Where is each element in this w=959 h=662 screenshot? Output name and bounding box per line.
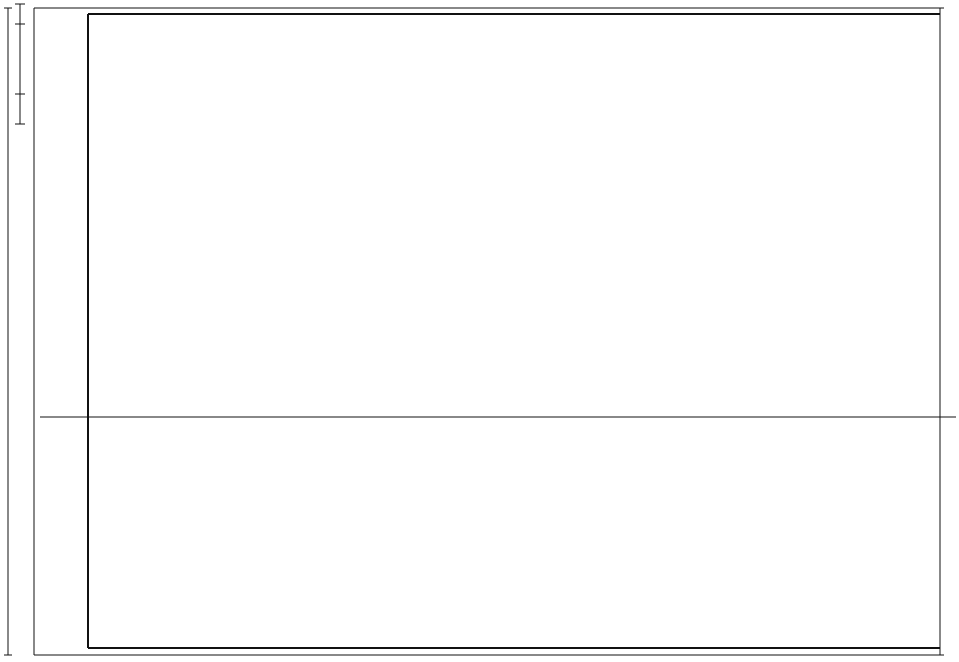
table-header xyxy=(0,200,206,326)
